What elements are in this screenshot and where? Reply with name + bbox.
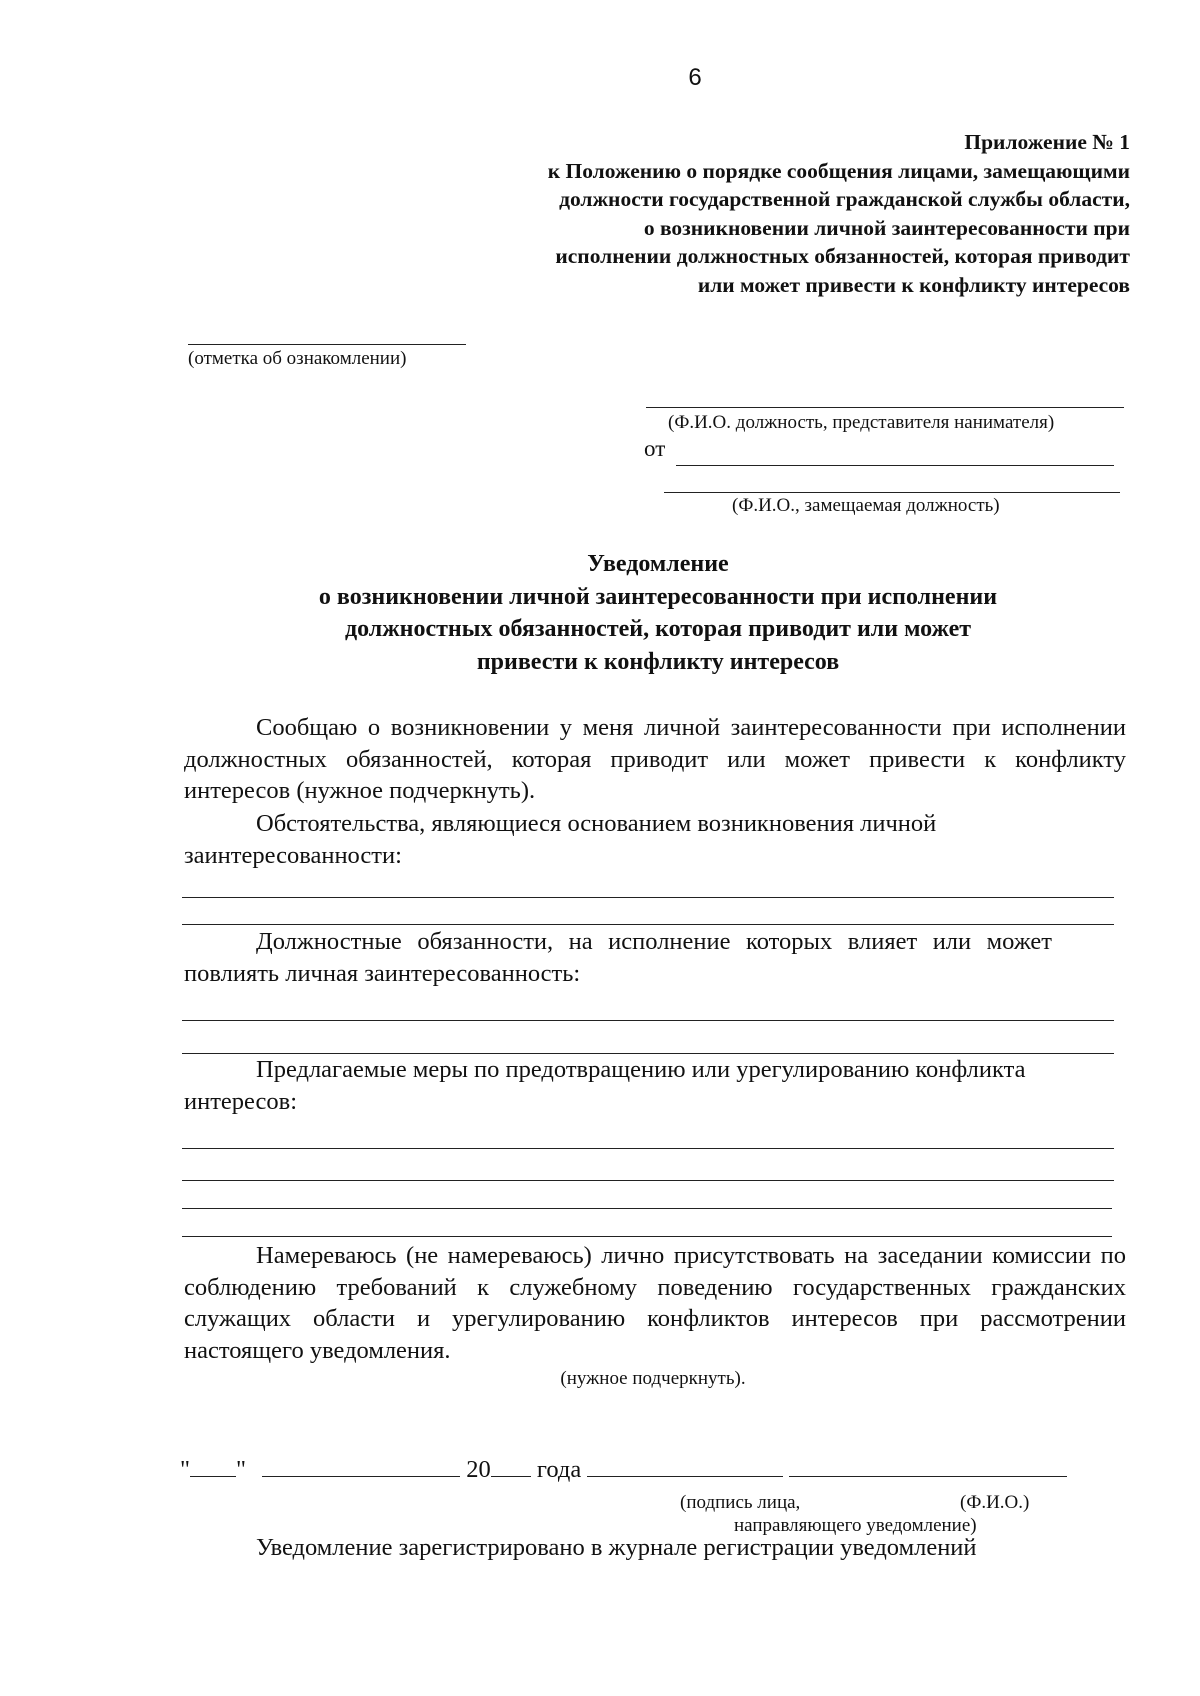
title-line: привести к конфликту интересов xyxy=(476,648,840,675)
circumstances-line[interactable] xyxy=(182,897,1114,898)
month-field[interactable] xyxy=(262,1456,460,1477)
name-field[interactable] xyxy=(789,1456,1067,1477)
measures-line[interactable] xyxy=(182,1208,1112,1209)
signature-field[interactable] xyxy=(587,1456,783,1477)
title-line: о возникновении личной заинтересованности при исполнении xyxy=(318,583,998,610)
paragraph-duties: Должностные обязанности, на исполнение которых влияет или может повлиять личная заинтересованность: xyxy=(184,928,1052,987)
circumstances-line[interactable] xyxy=(182,924,1114,925)
quote-open: " xyxy=(180,1456,191,1483)
attendance-hint: (нужное подчеркнуть). xyxy=(560,1368,746,1389)
title-line: Уведомление xyxy=(587,551,729,577)
sender-line[interactable] xyxy=(676,465,1114,466)
year-prefix: 20 xyxy=(466,1456,491,1483)
appendix-line: исполнении должностных обязанностей, которая приводит xyxy=(555,244,1130,269)
paragraph-measures: Предлагаемые меры по предотвращению или урегулированию конфликта интересов: xyxy=(184,1056,1026,1115)
signature-caption-2: направляющего уведомление) xyxy=(734,1515,977,1536)
day-field[interactable] xyxy=(190,1456,236,1477)
date-signature-row xyxy=(180,1456,1067,1484)
measures-line[interactable] xyxy=(182,1180,1114,1181)
measures-line[interactable] xyxy=(182,1236,1112,1237)
acknowledgement-line[interactable] xyxy=(188,344,466,345)
signature-caption: (подпись лица, xyxy=(680,1492,801,1513)
year-suffix: года xyxy=(536,1456,582,1483)
quote-close: " xyxy=(236,1456,247,1483)
document-title xyxy=(0,548,1200,678)
appendix-line: или может привести к конфликту интересов xyxy=(697,272,1130,297)
appendix-line: Приложение № 1 xyxy=(964,130,1130,154)
appendix-heading xyxy=(410,128,1130,300)
page-number: 6 xyxy=(688,64,702,91)
employer-line[interactable] xyxy=(646,407,1124,408)
employer-caption: (Ф.И.О. должность, представителя нанимателя) xyxy=(668,412,1055,433)
measures-line[interactable] xyxy=(182,1148,1114,1149)
year-field[interactable] xyxy=(491,1456,531,1477)
from-label: от xyxy=(644,436,666,461)
sender-caption: (Ф.И.О., замещаемая должность) xyxy=(732,495,1000,516)
paragraph-circumstances: Обстоятельства, являющиеся основанием возникновения личной заинтересованности: xyxy=(184,810,937,869)
title-line: должностных обязанностей, которая приводит или может xyxy=(344,616,972,642)
duties-line[interactable] xyxy=(182,1020,1114,1021)
registration-text: Уведомление зарегистрировано в журнале регистрации уведомлений xyxy=(256,1534,977,1561)
appendix-line: о возникновении личной заинтересованности при xyxy=(643,215,1130,240)
paragraph-report: Сообщаю о возникновении у меня личной заинтересованности при исполнении должностных обязанностей, которая приводит или может привести к конфликту интересов (нужное подчеркнуть). xyxy=(184,714,1126,804)
paragraph-attendance: Намереваюсь (не намереваюсь) лично присутствовать на заседании комиссии по соблюдению требований к служебному поведению государственных гражданских служащих области и урегулированию конфликтов интересов при рассмотрении настоящего уведомления. xyxy=(184,1242,1126,1364)
acknowledgement-caption: (отметка об ознакомлении) xyxy=(188,348,407,369)
name-caption: (Ф.И.О.) xyxy=(960,1492,1030,1513)
sender-line-2[interactable] xyxy=(664,492,1120,493)
appendix-line: должности государственной гражданской службы области, xyxy=(559,187,1130,212)
appendix-line: к Положению о порядке сообщения лицами, замещающими xyxy=(547,158,1130,183)
